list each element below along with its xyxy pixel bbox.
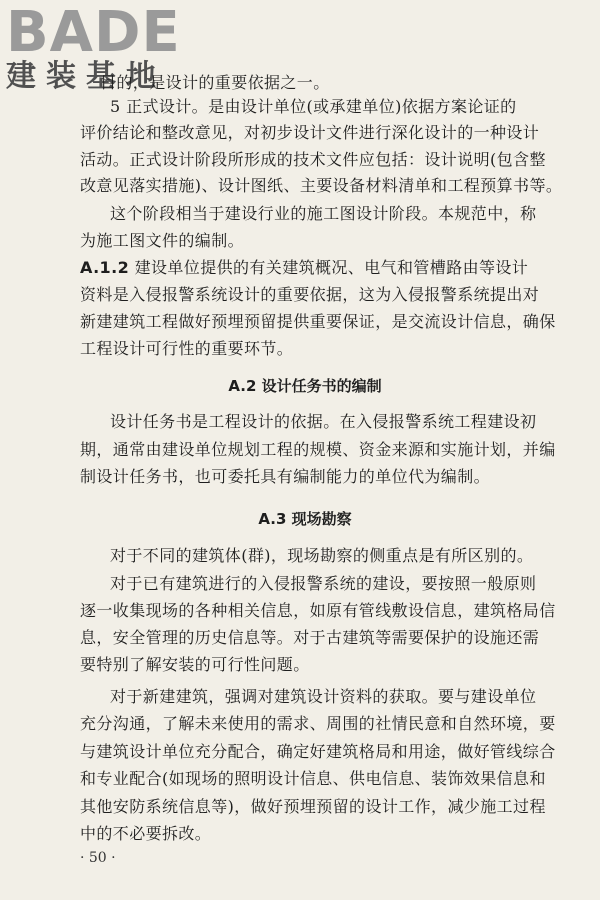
- body-line: 评价结论和整改意见，对初步设计文件进行深化设计的一种设计: [80, 123, 540, 142]
- section-heading-a-2: A.2 设计任务书的编制: [228, 377, 382, 395]
- body-line: 这个阶段相当于建设行业的施工图设计阶段。本规范中，称: [110, 204, 537, 223]
- body-line: 逐一收集现场的各种相关信息，如原有管线敷设信息，建筑格局信: [80, 601, 556, 620]
- body-line: 和专业配合(如现场的照明设计信息、供电信息、装饰效果信息和: [80, 769, 546, 788]
- body-line: 设计任务书是工程设计的依据。在入侵报警系统工程建设初: [110, 412, 537, 431]
- body-line: 对于不同的建筑体(群)，现场勘察的侧重点是有所区别的。: [110, 546, 534, 565]
- body-line: 其他安防系统信息等)，做好预埋预留的设计工作，减少施工过程: [80, 797, 546, 816]
- body-line: 目的，是设计的重要依据之一。: [100, 73, 330, 92]
- section-heading-a-3: A.3 现场勘察: [258, 510, 352, 528]
- body-line: 充分沟通，了解未来使用的需求、周围的社情民意和自然环境，要: [80, 714, 556, 733]
- body-line: 对于已有建筑进行的入侵报警系统的建设，要按照一般原则: [110, 574, 537, 593]
- body-line: 对于新建建筑，强调对建筑设计资料的获取。要与建设单位: [110, 687, 537, 706]
- body-line: 新建建筑工程做好预埋预留提供重要保证，是交流设计信息，确保: [80, 312, 556, 331]
- body-line: 资料是入侵报警系统设计的重要依据，这为入侵报警系统提出对: [80, 285, 540, 304]
- body-line: 要特别了解安装的可行性问题。: [80, 655, 310, 674]
- body-line: 制设计任务书，也可委托具有编制能力的单位代为编制。: [80, 467, 491, 486]
- page-number: · 50 ·: [80, 850, 116, 866]
- clause-a-1-2-line: A.1.2 建设单位提供的有关建筑概况、电气和管槽路由等设计: [80, 258, 529, 277]
- body-line: 为施工图文件的编制。: [80, 231, 245, 250]
- logo-subtitle: 建装基地: [6, 59, 166, 94]
- body-line: 5 正式设计。是由设计单位(或承建单位)依据方案论证的: [110, 97, 517, 116]
- logo-wordmark: BADE: [6, 0, 181, 65]
- body-line: 与建筑设计单位充分配合，确定好建筑格局和用途，做好管线综合: [80, 742, 556, 761]
- body-line: 中的不必要拆改。: [80, 824, 212, 843]
- body-line: 期，通常由建设单位规划工程的规模、资金来源和实施计划，并编: [80, 440, 556, 459]
- body-line: 工程设计可行性的重要环节。: [80, 339, 294, 358]
- body-line: 改意见落实措施)、设计图纸、主要设备材料清单和工程预算书等。: [80, 176, 563, 195]
- body-line: 息，安全管理的历史信息等。对于古建筑等需要保护的设施还需: [80, 628, 540, 647]
- body-line: 活动。正式设计阶段所形成的技术文件应包括：设计说明(包含整: [80, 150, 546, 169]
- clause-number: A.1.2: [80, 258, 130, 277]
